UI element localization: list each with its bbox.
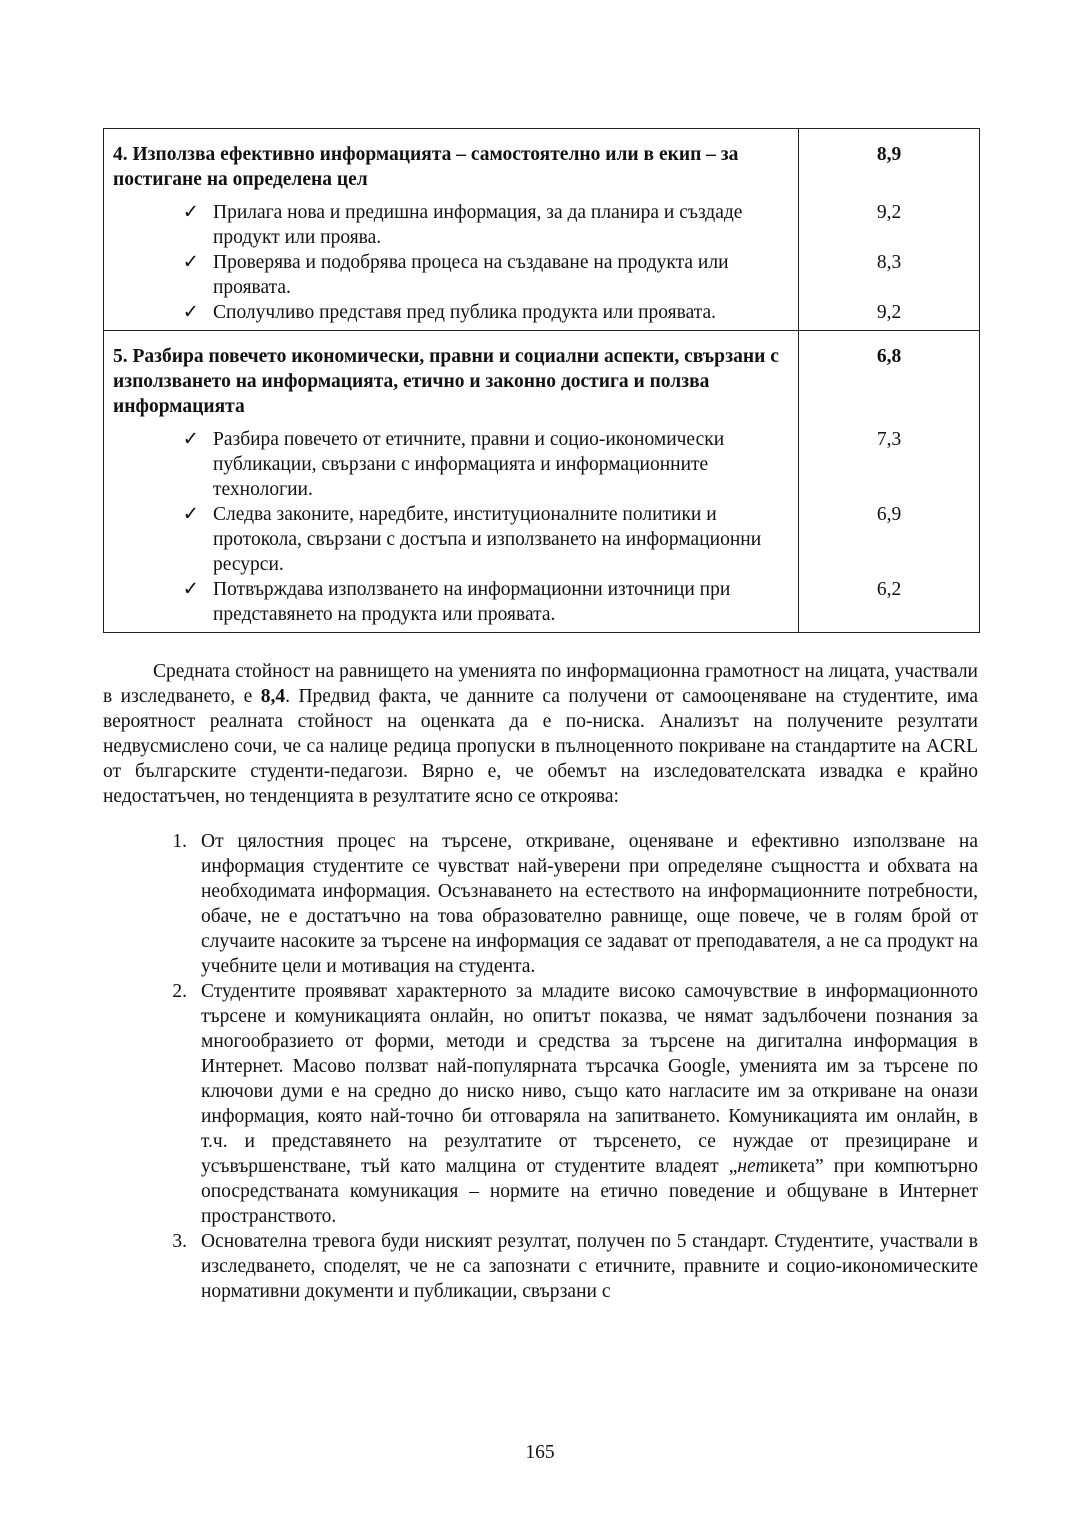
checkmark-icon: ✓ — [182, 504, 199, 525]
list-item: 1. От цялостния процес на търсене, откриване, оценяване и ефективно използване на информация студентите се чувстват най-уверени при определяне същността и обхвата на необходимата информация. Осъзнаването на естеството на информационните потребности, обаче, не е достатъчно на това образователно равнище, още повече, че в голям брой от случаите насоките за търсене на информация се задават от преподавателя, а не са продукт на учебните цели и мотивация на студента. — [172, 830, 978, 977]
list-item: 3. Основателна тревога буди ниският резултат, получен по 5 стандарт. Студентите, участвали в изследването, споделят, че не са запознати с етичните, правните и социо-икономическите нормативни документи и публикации, свързани с — [172, 1230, 978, 1302]
checkmark-icon: ✓ — [182, 429, 199, 450]
checkmark-icon: ✓ — [182, 202, 199, 223]
criterion-text: Сполучливо представя пред публика продукта или проявата. — [213, 302, 717, 323]
list-item — [113, 200, 790, 250]
page-number: 165 — [525, 1442, 555, 1463]
page-content — [103, 128, 978, 1304]
list-item — [113, 577, 790, 627]
checkmark-icon: ✓ — [182, 579, 199, 600]
average-score: 8,4 — [260, 686, 286, 707]
section-score: 6,8 — [876, 346, 902, 367]
criterion-value: 6,9 — [876, 504, 902, 525]
list-item — [113, 300, 790, 325]
list-item — [113, 427, 790, 502]
criterion-text: Разбира повечето от етичните, правни и социо-икономически публикации, свързани с информацията и информационните технологии. — [213, 429, 725, 500]
list-item — [113, 250, 790, 300]
summary-paragraph: Средната стойност на равнището на уменията по информационна грамотност на лицата, участвали в изследването, е 8,4. Предвид факта, че данните са получени от самооценяване на студентите, има вероятност реалната стойност на оценката да е по-ниска. Анализът на получените резултати недвусмислено сочи, че са налице редица пропуски в пълноценното покриване на стандартите на ACRL от българските студенти-педагози. Вярно е, че обемът на изследователската извадка е крайно недостатъчен, но тенденцията в резултатите ясно се откроява: — [103, 661, 978, 807]
criterion-value: 9,2 — [876, 302, 902, 323]
standards-table — [103, 128, 980, 633]
findings-list — [103, 829, 978, 1304]
table-row-section-5 — [104, 331, 980, 633]
italic-term: нет — [737, 1155, 770, 1177]
criterion-value: 7,3 — [876, 429, 902, 450]
criterion-text: Потвърждава използването на информационни източници при представянето на продукта или проявата. — [213, 579, 731, 625]
table-row-section-4 — [104, 129, 980, 331]
criterion-value: 9,2 — [876, 202, 902, 223]
criterion-value: 8,3 — [876, 252, 902, 273]
list-item — [113, 502, 790, 577]
section-heading: 5. Разбира повечето икономически, правни и социални аспекти, свързани с използването на информацията, етично и законно достига и ползва информацията — [113, 346, 779, 417]
checkmark-icon: ✓ — [182, 252, 199, 273]
criterion-text: Следва законите, наредбите, институционалните политики и протокола, свързани с достъпа и използването на информационни ресурси. — [213, 504, 762, 575]
criterion-text: Проверява и подобрява процеса на създаване на продукта или проявата. — [213, 252, 729, 298]
criterion-text: Прилага нова и предишна информация, за да планира и създаде продукт или проява. — [213, 202, 743, 248]
checkmark-icon: ✓ — [182, 302, 199, 323]
list-item: 2. Студентите проявяват характерното за младите високо самочувствие в информационното търсене и комуникацията онлайн, но опитът показва, че нямат задълбочени познания за многообразието от форми, методи и средства за търсене на дигитална информация в Интернет. Масово ползват най-популярната търсачка Google, уменията им за търсене по ключови думи е на средно до ниско ниво, също като нагласите им за откриване на онази информация, която най-точно би отговаряла на запитването. Комуникацията им онлайн, в т.ч. и представянето на резултатите от търсенето, се нуждае от презициране и усъвършенстване, тъй като малцина от студентите владеят „нетикета” при компютърно опосредстваната комуникация – нормите на етично поведение и общуване в Интернет пространството. — [172, 980, 978, 1227]
section-heading: 4. Използва ефективно информацията – самостоятелно или в екип – за постигане на определена цел — [113, 144, 739, 190]
criterion-value: 6,2 — [876, 579, 902, 600]
section-score: 8,9 — [876, 144, 902, 165]
